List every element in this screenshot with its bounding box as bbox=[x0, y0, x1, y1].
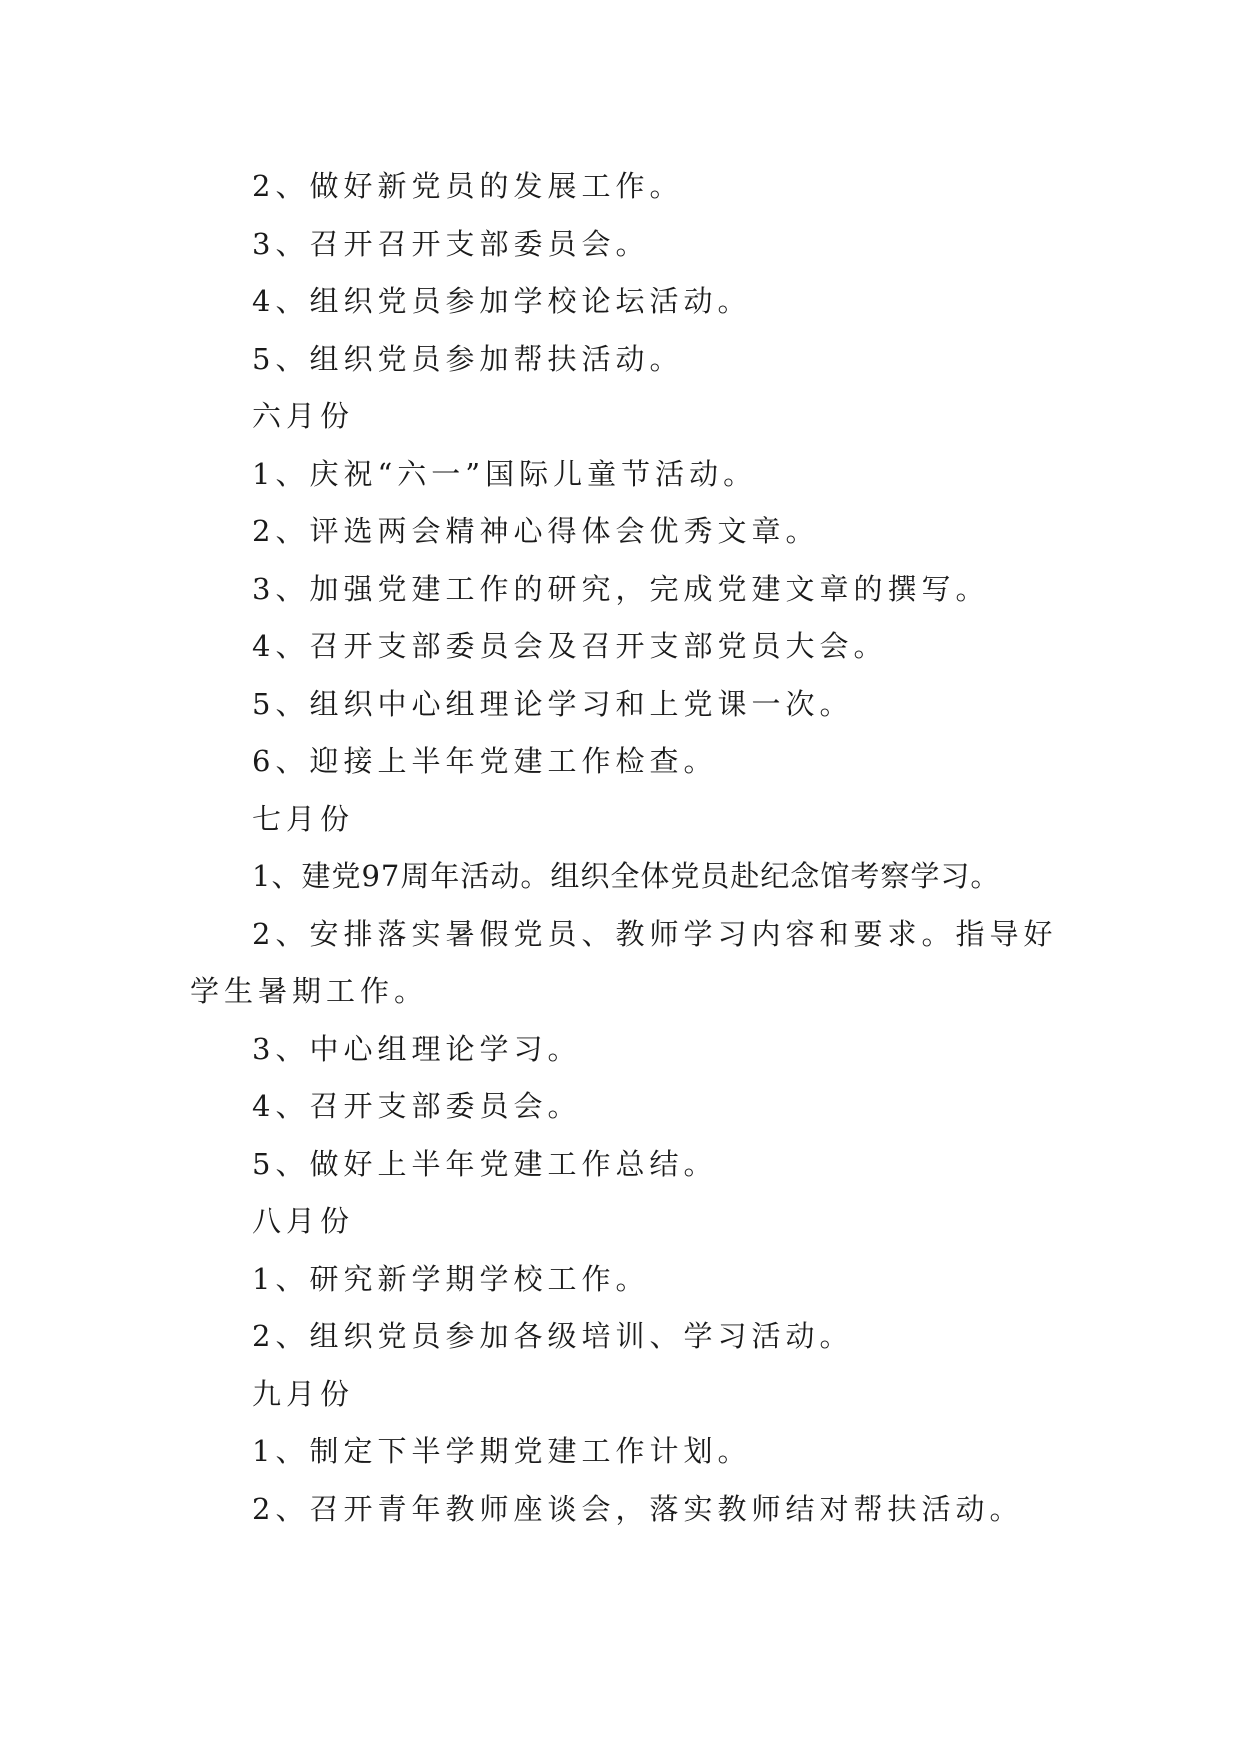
list-item: 5、做好上半年党建工作总结。 bbox=[252, 1146, 718, 1181]
list-item: 2、召开青年教师座谈会，落实教师结对帮扶活动。 bbox=[252, 1491, 1024, 1526]
list-item: 2、评选两会精神心得体会优秀文章。 bbox=[252, 514, 820, 548]
month-heading-july: 七月份 bbox=[252, 801, 355, 836]
list-item: 1、制定下半学期党建工作计划。 bbox=[252, 1434, 752, 1468]
month-heading-june: 六月份 bbox=[252, 399, 355, 433]
month-heading-september: 九月份 bbox=[252, 1376, 355, 1411]
list-item: 3、召开召开支部委员会。 bbox=[252, 226, 650, 261]
month-heading-august: 八月份 bbox=[252, 1204, 355, 1238]
list-item: 5、组织党员参加帮扶活动。 bbox=[252, 341, 684, 376]
list-item: 4、召开支部委员会及召开支部党员大会。 bbox=[252, 629, 888, 663]
list-item: 6、迎接上半年党建工作检查。 bbox=[252, 744, 718, 778]
list-item: 3、中心组理论学习。 bbox=[252, 1031, 582, 1066]
list-item-continuation: 学生暑期工作。 bbox=[190, 974, 429, 1008]
list-item: 1、庆祝“六一”国际儿童节活动。 bbox=[252, 456, 758, 491]
list-item: 2、安排落实暑假党员、教师学习内容和要求。指导好 bbox=[252, 916, 1058, 951]
list-item: 2、做好新党员的发展工作。 bbox=[252, 169, 684, 203]
list-item: 2、组织党员参加各级培训、学习活动。 bbox=[252, 1319, 854, 1353]
document-body bbox=[190, 158, 1070, 1538]
list-item: 1、研究新学期学校工作。 bbox=[252, 1261, 650, 1296]
list-item: 4、召开支部委员会。 bbox=[252, 1089, 582, 1123]
list-item: 1、建党97周年活动。组织全体党员赴纪念馆考察学习。 bbox=[252, 859, 1001, 893]
list-item: 4、组织党员参加学校论坛活动。 bbox=[252, 284, 752, 318]
list-item: 3、加强党建工作的研究，完成党建文章的撰写。 bbox=[252, 571, 990, 606]
list-item: 5、组织中心组理论学习和上党课一次。 bbox=[252, 686, 854, 721]
